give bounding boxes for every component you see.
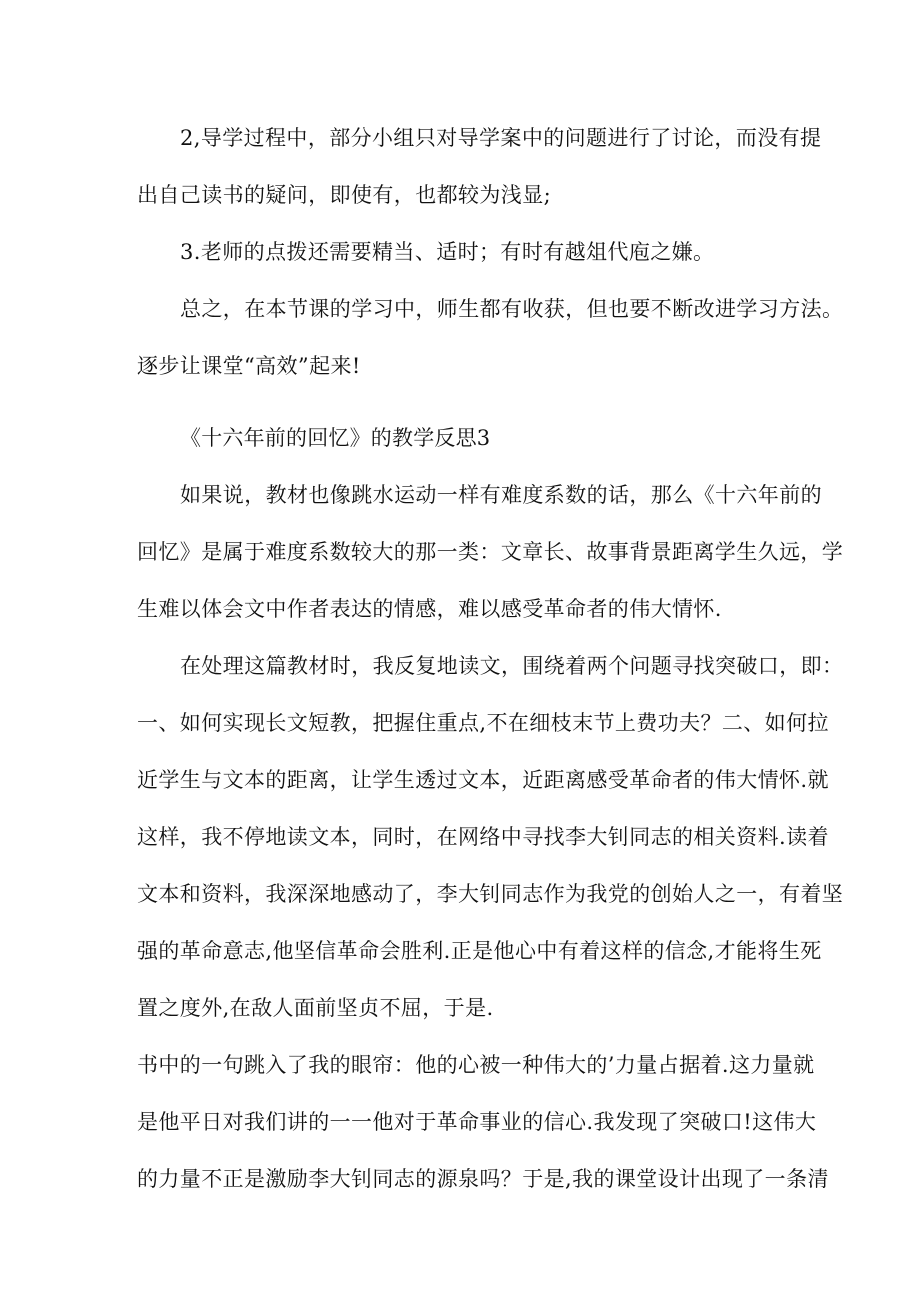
- paragraph-1-line-2: 出自己读书的疑问，即使有，也都较为浅显;: [137, 183, 552, 207]
- paragraph-6-line-2: 是他平日对我们讲的一一他对于革命事业的信心.我发现了突破口!这伟大: [137, 1110, 817, 1134]
- paragraph-4-line-1: 如果说，教材也像跳水运动一样有难度系数的话，那么《十六年前的: [180, 483, 822, 507]
- paragraph-5-line-3: 近学生与文本的距离，让学生透过文本，近距离感受革命者的伟大情怀.就: [137, 768, 829, 792]
- paragraph-5-line-7: 置之度外,在敌人面前坚贞不屈，于是.: [137, 996, 494, 1020]
- paragraph-6-line-1: 书中的一句跳入了我的眼帘：他的心被一种伟大的’力量占据着.这力量就: [137, 1053, 815, 1077]
- paragraph-5-line-4: 这样，我不停地读文本，同时，在网络中寻找李大钊同志的相关资料.读着: [137, 825, 829, 849]
- section-heading: 《十六年前的回忆》的教学反思3: [180, 426, 491, 450]
- paragraph-4-line-3: 生难以体会文中作者表达的情感，难以感受革命者的伟大情怀.: [137, 597, 722, 621]
- paragraph-3-line-2: 逐步让课堂“高效”起来!: [137, 354, 361, 378]
- paragraph-5-line-5: 文本和资料，我深深地感动了，李大钊同志作为我党的创始人之一，有着坚: [137, 882, 844, 906]
- paragraph-4-line-2: 回忆》是属于难度系数较大的那一类：文章长、故事背景距离学生久远，学: [137, 540, 844, 564]
- paragraph-3-line-1: 总之，在本节课的学习中，师生都有收获，但也要不断改进学习方法。: [180, 297, 844, 321]
- paragraph-5-line-1: 在处理这篇教材时，我反复地读文，围绕着两个问题寻找突破口，即：: [180, 654, 844, 678]
- paragraph-6-line-3: 的力量不正是激励李大钊同志的源泉吗？于是,我的课堂设计出现了一条清: [137, 1167, 829, 1191]
- paragraph-5-line-6: 强的革命意志,他坚信革命会胜利.正是他心中有着这样的信念,才能将生死: [137, 939, 822, 963]
- paragraph-5-line-2: 一、如何实现长文短教，把握住重点,不在细枝末节上费功夫？二、如何拉: [137, 711, 829, 735]
- paragraph-1-line-1: 2,导学过程中，部分小组只对导学案中的问题进行了讨论，而没有提: [180, 126, 822, 150]
- paragraph-2-line-1: 3.老师的点拨还需要精当、适时；有时有越俎代庖之嫌。: [180, 240, 715, 264]
